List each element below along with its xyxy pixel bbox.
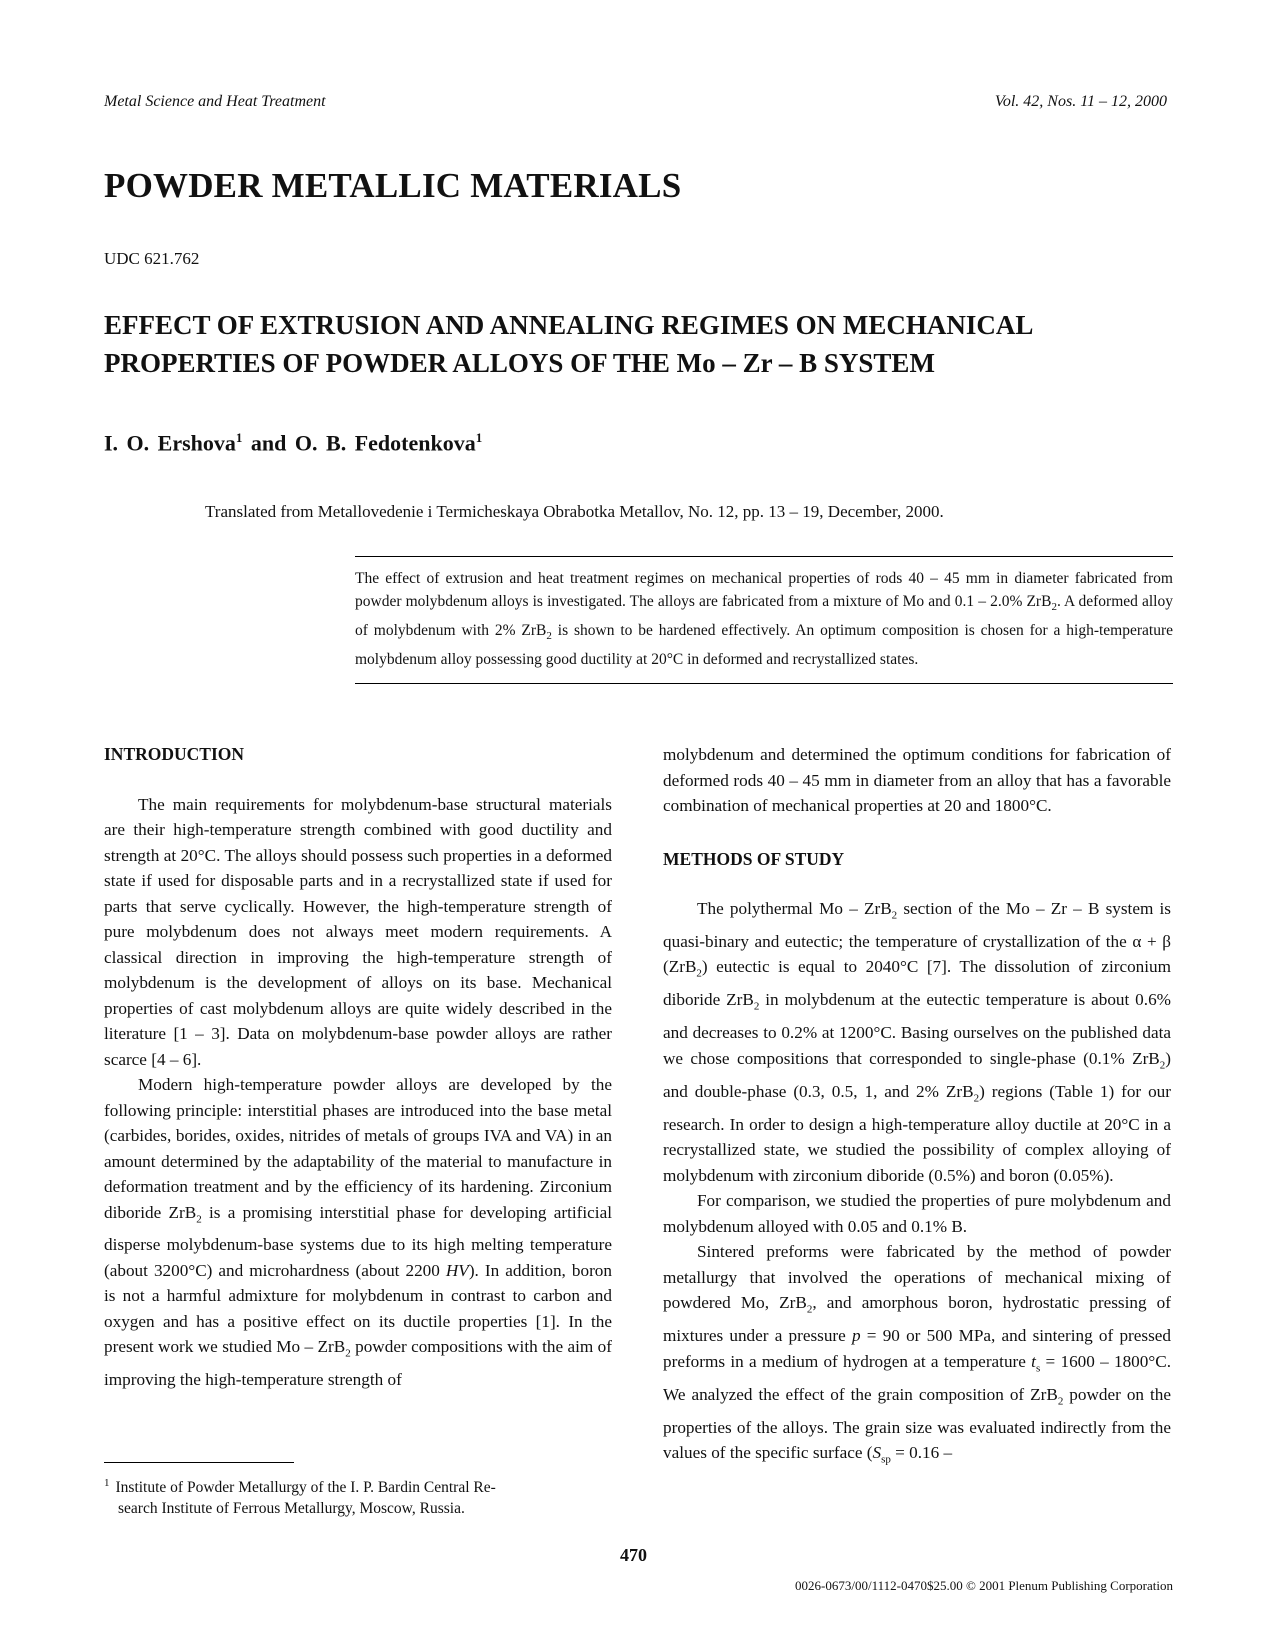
intro-paragraph-2: Modern high-temperature powder alloys are developed by the following principle: interstitial phases are introduced into the base metal (carbides, borides, oxides, nitrides of metals of groups IVA and VA) in an amount determined by the adaptability of the material to manufacture in deformation treatment and by the efficiency of its hardening. Zirconium diboride ZrB$_2$ is a promising interstitial phase for developing artificial disperse molybdenum-base systems due to its high melting temperature (about 3200°C) and microhardness (about 2200 HV). In addition, boron is not a harmful admixture for molybdenum in contrast to carbon and oxygen and has a positive effect on its ductile properties [1]. In the present work we studied Mo – ZrB$_2$ powder compositions with the aim of improving the high-temperature strength of xyxy=(104,1075,612,1390)
methods-paragraph-3: Sintered preforms were fabricated by the method of powder metallurgy that involved the operations of mechanical mixing of powdered Mo, ZrB$_2$, and amorphous boron, hydrostatic pressing of mixtures under a pressure p = 90 or 500 MPa, and sintering of pressed preforms in a medium of hydrogen at a temperature $t_s = 1600 - 1800^\circ C$. We analyzed the effect of the grain composition of ZrB$_2$ powder on the properties of the alloys. The grain size was evaluated indirectly from the values of the specific surface ($S_{sp} = 0.16$ – xyxy=(663,1242,1171,1466)
author-separator: and xyxy=(250,430,287,456)
affiliation-mark: 1 xyxy=(475,430,483,445)
section-title: POWDER METALLIC MATERIALS xyxy=(104,166,682,205)
right-column xyxy=(663,742,1171,1473)
intro-continuation: molybdenum and determined the optimum conditions for fabrication of deformed rods 40 – 45 mm in diameter from an alloy that has a favorable combination of mechanical properties at 20 and 1800°C. xyxy=(663,745,1171,815)
methods-paragraph-2: For comparison, we studied the properties of pure molybdenum and molybdenum alloyed with 0.05 and 0.1% B. xyxy=(663,1191,1171,1236)
authors xyxy=(104,430,482,456)
udc-code: UDC 621.762 xyxy=(104,249,200,268)
footnote-rule xyxy=(104,1462,294,1463)
copyright-line: 0026-0673/00/1112-0470$25.00 © 2001 Plenum Publishing Corporation xyxy=(795,1578,1173,1593)
journal-volume: Vol. 42, Nos. 11 – 12, 2000 xyxy=(994,93,1167,110)
footnote-mark: 1 xyxy=(104,1477,110,1489)
title-line-2: PROPERTIES OF POWDER ALLOYS OF THE Mo – Zr – B SYSTEM xyxy=(104,348,935,378)
abstract: The effect of extrusion and heat treatment regimes on mechanical properties of rods 40 – 45 mm in diameter fabricated from powder molybdenum alloys is investigated. The alloys are fabricated from a mixture of Mo and 0.1 – 2.0% ZrB$_2$. A deformed alloy of molybdenum with 2% ZrB$_2$ is shown to be hardened effectively. An optimum composition is chosen for a high-temperature molybdenum alloy possessing good ductility at 20°C in deformed and recrystallized states. xyxy=(355,556,1173,684)
author-2: O. B. Fedotenkova xyxy=(294,430,476,456)
footnote xyxy=(104,1473,612,1519)
introduction-heading: INTRODUCTION xyxy=(104,744,245,764)
footnote-line-1: Institute of Powder Metallurgy of the I. P. Bardin Central Re- xyxy=(115,1479,496,1497)
footnote-line-2: search Institute of Ferrous Metallurgy, Moscow, Russia. xyxy=(118,1500,465,1518)
author-1: I. O. Ershova xyxy=(104,430,236,456)
intro-paragraph-1: The main requirements for molybdenum-base structural materials are their high-temperature strength combined with good ductility and strength at 20°C. The alloys should possess such properties in a deformed state if used for disposable parts and in a recrystallized state if used for parts that serve cyclically. However, the high-temperature strength of pure molybdenum does not always meet modern requirements. A classical direction in improving the high-temperature strength of molybdenum is the development of alloys on its base. Mechanical properties of cast molybdenum alloys are quite widely described in the literature [1 – 3]. Data on molybdenum-base powder alloys are rather scarce [4 – 6]. xyxy=(104,794,612,1069)
title-line-1: EFFECT OF EXTRUSION AND ANNEALING REGIMES ON MECHANICAL xyxy=(104,310,1034,340)
methods-heading: METHODS OF STUDY xyxy=(663,848,845,869)
page-number: 470 xyxy=(620,1545,647,1565)
methods-paragraph-1: The polythermal Mo – ZrB$_2$ section of the Mo – Zr – B system is quasi-binary and eutectic; the temperature of crystallization of the α + β (ZrB$_2$) eutectic is equal to 2040°C [7]. The dissolution of zirconium diboride ZrB$_2$ in molybdenum at the eutectic temperature is about 0.6% and decreases to 0.2% at 1200°C. Basing ourselves on the published data we chose compositions that corresponded to single-phase (0.1% ZrB$_2$) and double-phase (0.3, 0.5, 1, and 2% ZrB$_2$) regions (Table 1) for our research. In order to design a high-temperature alloy ductile at 20°C in a recrystallized state, we studied the possibility of complex alloying of molybdenum with zirconium diboride (0.5%) and boron (0.05%). xyxy=(663,899,1171,1185)
paper-title xyxy=(104,306,1184,382)
journal-name: Metal Science and Heat Treatment xyxy=(104,93,326,110)
affiliation-mark: 1 xyxy=(235,430,243,445)
left-column xyxy=(104,742,612,1393)
translation-note: Translated from Metallovedenie i Termicheskaya Obrabotka Metallov, No. 12, pp. 13 – 19, December, 2000. xyxy=(205,502,944,521)
